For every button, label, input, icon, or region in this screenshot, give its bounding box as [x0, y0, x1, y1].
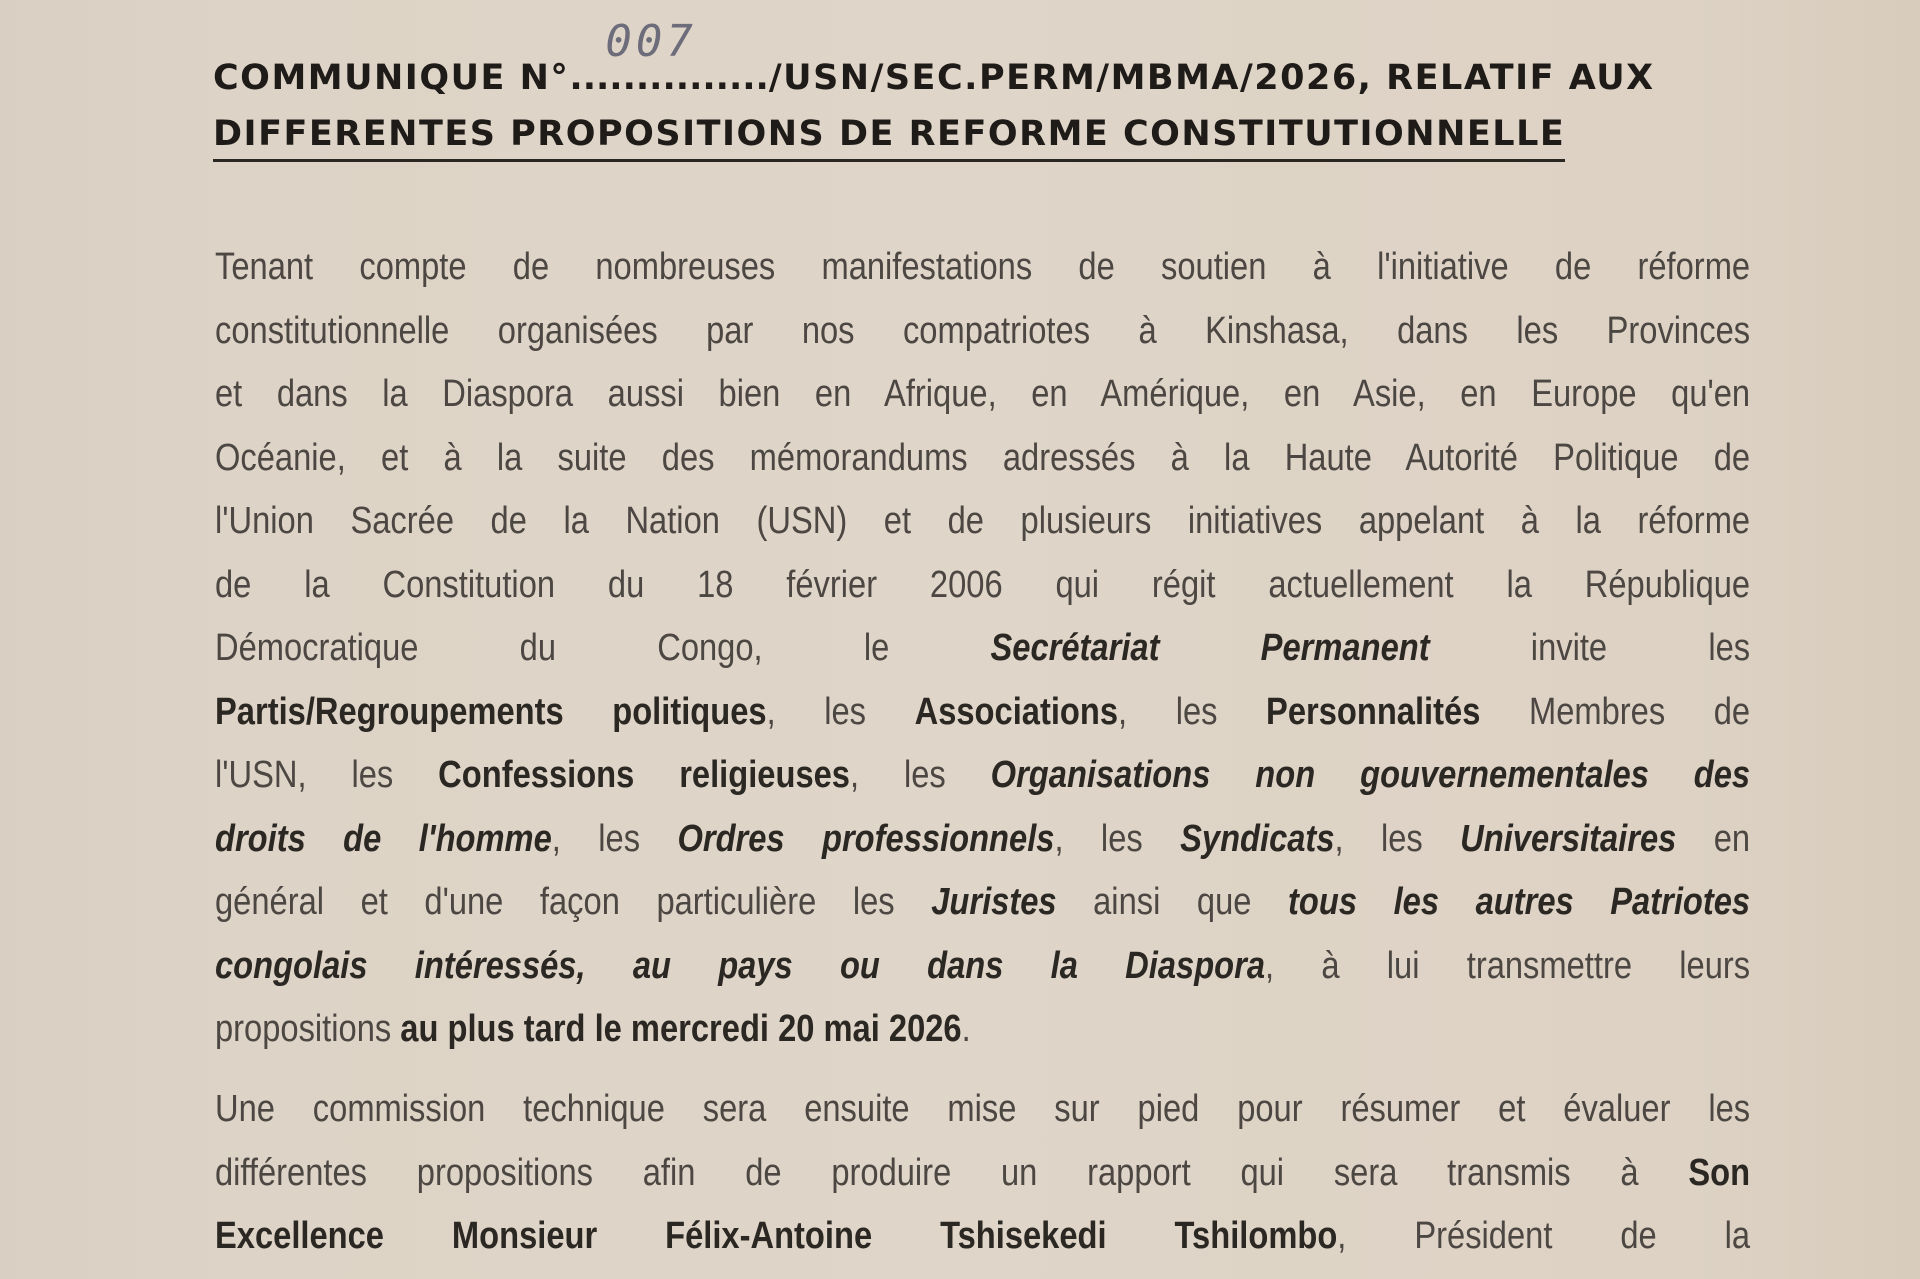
- text-line: [215, 1142, 1750, 1206]
- text-run: , les: [766, 690, 915, 733]
- text-run: , les: [1334, 817, 1461, 860]
- emphasis-universitaires: Universitaires: [1460, 817, 1677, 860]
- text-run: Démocratique du Congo, le: [215, 627, 991, 669]
- heading-line-1: [213, 16, 1753, 106]
- text-line: [215, 998, 1750, 1062]
- text-run: différentes propositions afin de produire un rapport qui sera transmis à: [215, 1151, 1689, 1194]
- text-run: en: [1676, 817, 1751, 860]
- text-line: Tenant compte de nombreuses manifestations de soutien à l'initiative de réforme: [215, 246, 1751, 288]
- emphasis-patriotes: tous les autres Patriotes: [1288, 881, 1751, 923]
- text-line: [215, 1205, 1750, 1269]
- text-run: , les: [551, 817, 678, 860]
- emphasis-son: Son: [1688, 1151, 1751, 1194]
- emphasis-deadline: au plus tard le mercredi 20 mai 2026: [400, 1008, 962, 1050]
- text-line: [215, 681, 1750, 745]
- text-run: général et d'une façon particulière les: [215, 881, 932, 923]
- text-run: , à lui transmettre leurs: [1265, 944, 1751, 987]
- text-line: l'Union Sacrée de la Nation (USN) et de plusieurs initiatives appelant à la réforme: [215, 500, 1751, 542]
- emphasis-partis: Partis/Regroupements politiques: [215, 690, 767, 733]
- communique-heading: [213, 16, 1753, 162]
- text-run: , les: [849, 754, 991, 796]
- text-line: [215, 617, 1750, 681]
- paragraph-1: [215, 236, 1750, 1062]
- heading-prefix: COMMUNIQUE N°: [213, 58, 570, 98]
- emphasis-droits: droits de l'homme: [215, 817, 552, 860]
- emphasis-secretariat: Secrétariat Permanent: [990, 627, 1430, 669]
- text-run: invite les: [1429, 627, 1751, 669]
- text-line: de la Constitution du 18 février 2006 qui régit actuellement la République: [215, 563, 1751, 606]
- text-run: , Président de la: [1337, 1215, 1751, 1257]
- text-run: , les: [1118, 690, 1267, 733]
- emphasis-syndicats: Syndicats: [1180, 817, 1335, 860]
- text-run: propositions: [215, 1008, 401, 1050]
- text-line: [215, 808, 1750, 872]
- text-run: .: [961, 1008, 971, 1050]
- heading-reference: /USN/SEC.PERM/MBMA/2026, RELATIF AUX: [768, 58, 1655, 98]
- text-run: , les: [1054, 817, 1181, 860]
- emphasis-juristes: Juristes: [931, 881, 1057, 923]
- number-dots: ...............: [569, 58, 769, 98]
- text-line: [215, 871, 1750, 935]
- text-line: [215, 935, 1750, 999]
- emphasis-personnalites: Personnalités: [1266, 690, 1481, 733]
- emphasis-ordres: Ordres professionnels: [677, 817, 1055, 860]
- emphasis-confessions: Confessions religieuses: [438, 754, 850, 796]
- emphasis-president-name: Excellence Monsieur Félix-Antoine Tshisekedi Tshilombo: [215, 1215, 1338, 1257]
- heading-line-2: [213, 106, 1753, 162]
- text-run: Membres de: [1480, 690, 1751, 733]
- text-line: et dans la Diaspora aussi bien en Afrique, en Amérique, en Asie, en Europe qu'en: [215, 373, 1751, 415]
- text-line: Océanie, et à la suite des mémorandums adressés à la Haute Autorité Politique de: [215, 436, 1751, 479]
- text-run: l'USN, les: [215, 754, 439, 796]
- heading-subject: DIFFERENTES PROPOSITIONS DE REFORME CONSTITUTIONNELLE: [213, 109, 1565, 162]
- communique-number-field: [569, 16, 769, 106]
- emphasis-ong: Organisations non gouvernementales des: [990, 754, 1751, 796]
- paragraph-2: [215, 1078, 1750, 1269]
- text-run: ainsi que: [1056, 881, 1289, 923]
- text-line: Une commission technique sera ensuite mise sur pied pour résumer et évaluer les: [215, 1088, 1751, 1130]
- handwritten-number: 007: [605, 16, 697, 67]
- text-line: constitutionnelle organisées par nos compatriotes à Kinshasa, dans les Provinces: [215, 309, 1751, 352]
- emphasis-associations: Associations: [914, 690, 1119, 733]
- emphasis-congolais: congolais intéressés, au pays ou dans la Diaspora: [215, 944, 1266, 987]
- text-line: [215, 744, 1750, 808]
